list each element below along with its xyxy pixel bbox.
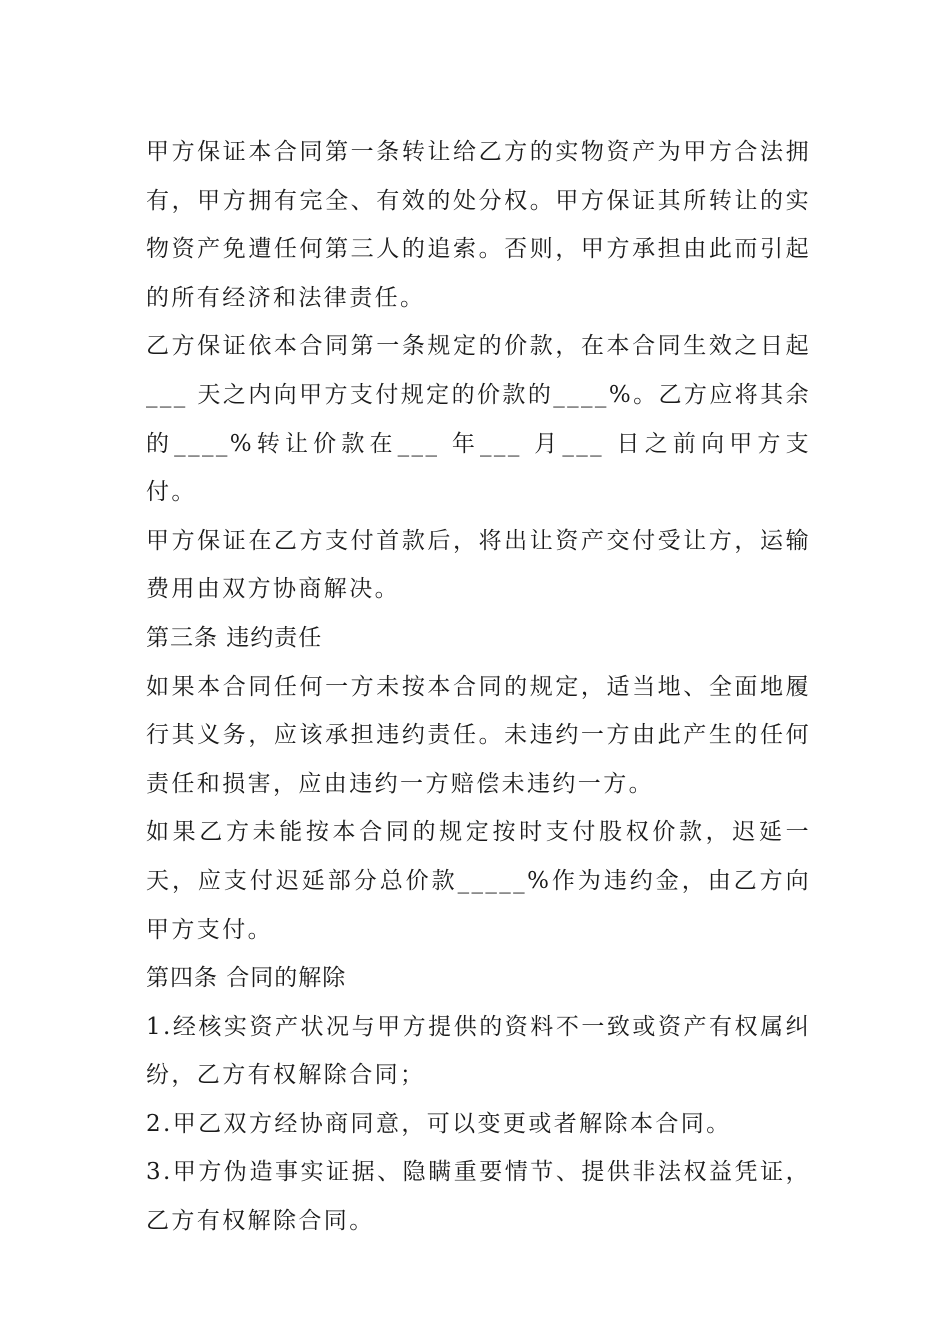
- paragraph-late-payment-penalty: 如果乙方未能按本合同的规定按时支付股权价款，迟延一天，应支付迟延部分总价款_____%作为违约金，由乙方向甲方支付。: [146, 819, 811, 943]
- section-heading-breach-liability: 第三条 违约责任: [146, 624, 323, 651]
- list-item-termination-3: 3.甲方伪造事实证据、隐瞒重要情节、提供非法权益凭证，乙方有权解除合同。: [146, 1159, 811, 1235]
- paragraph-asset-delivery: 甲方保证在乙方支付首款后，将出让资产交付受让方，运输费用由双方协商解决。: [146, 527, 811, 603]
- document-body: [146, 128, 811, 1246]
- list-item-termination-1: 1.经核实资产状况与甲方提供的资料不一致或资产有权属纠纷，乙方有权解除合同；: [146, 1013, 811, 1089]
- paragraph-buyer-payment: 乙方保证依本合同第一条规定的价款，在本合同生效之日起___ 天之内向甲方支付规定的价款的____%。乙方应将其余的____%转让价款在___ 年___ 月___ 日之前向甲方支付。: [146, 333, 811, 506]
- section-heading-termination: 第四条 合同的解除: [146, 965, 347, 992]
- paragraph-breach-general: 如果本合同任何一方未按本合同的规定，适当地、全面地履行其义务，应该承担违约责任。未违约一方由此产生的任何责任和损害，应由违约一方赔偿未违约一方。: [146, 673, 811, 797]
- list-item-termination-2: 2.甲乙双方经协商同意，可以变更或者解除本合同。: [146, 1110, 732, 1137]
- paragraph-seller-warranty: 甲方保证本合同第一条转让给乙方的实物资产为甲方合法拥有，甲方拥有完全、有效的处分权。甲方保证其所转让的实物资产免遭任何第三人的追索。否则，甲方承担由此而引起的所有经济和法律责任。: [146, 139, 811, 311]
